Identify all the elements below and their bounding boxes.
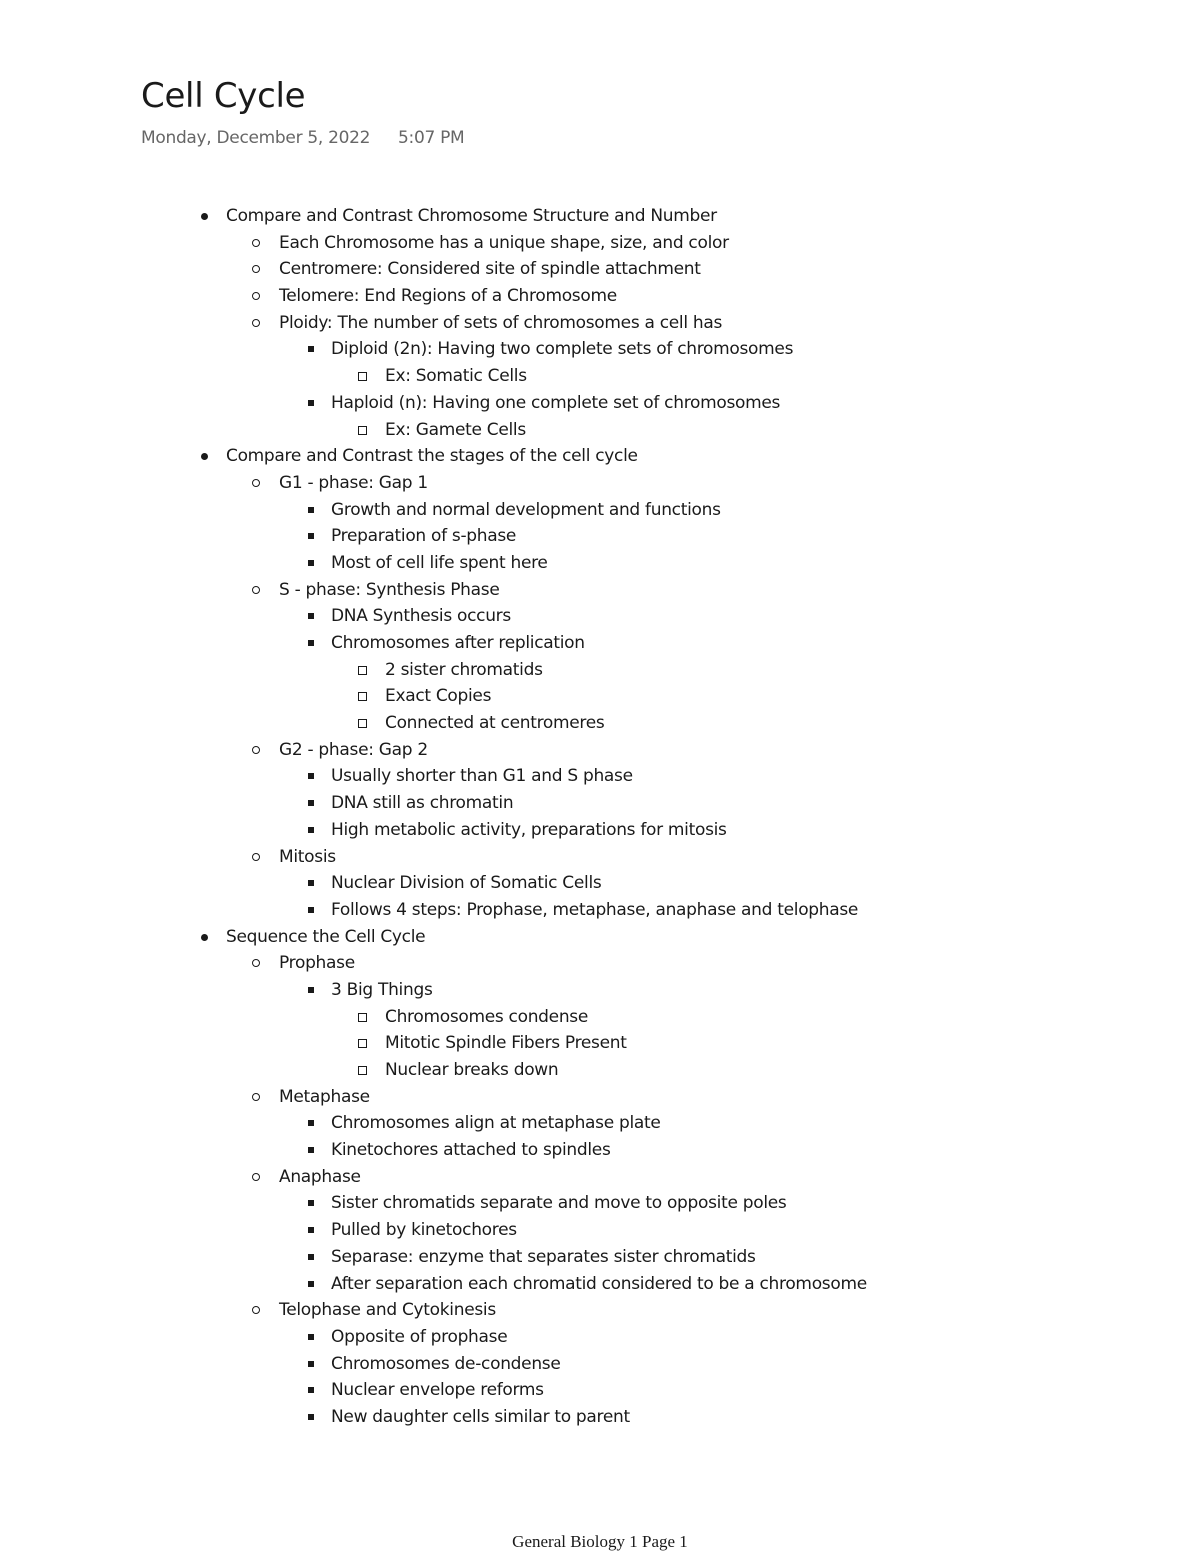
hollow-square-bullet-icon xyxy=(358,1039,367,1048)
outline-item-text: 2 sister chromatids xyxy=(385,659,543,680)
outline-item-text: High metabolic activity, preparations for mitosis xyxy=(331,819,727,840)
hollow-circle-bullet-icon xyxy=(252,746,260,754)
outline-item-level-2 xyxy=(0,737,1200,764)
outline-item-text: Ex: Gamete Cells xyxy=(385,419,526,440)
outline-item-text: Nuclear breaks down xyxy=(385,1060,559,1080)
filled-square-bullet-icon xyxy=(308,827,314,833)
outline-item-level-3 xyxy=(0,603,1200,630)
filled-square-bullet-icon xyxy=(308,880,314,886)
filled-square-bullet-icon xyxy=(308,640,314,646)
outline-item-level-3 xyxy=(0,630,1200,657)
outline-item-level-4 xyxy=(0,363,1200,390)
outline-item-level-3 xyxy=(0,1351,1200,1378)
page-date: Monday, December 5, 2022 xyxy=(141,128,371,148)
outline-item-level-4 xyxy=(0,1030,1200,1057)
filled-square-bullet-icon xyxy=(308,1227,314,1233)
outline-item-level-3 xyxy=(0,390,1200,417)
outline-item-text: Exact Copies xyxy=(385,686,492,707)
outline-item-text: Sister chromatids separate and move to opposite poles xyxy=(331,1193,787,1214)
outline-item-text: S - phase: Synthesis Phase xyxy=(279,579,500,600)
filled-square-bullet-icon xyxy=(308,773,314,779)
outline-item-text: Haploid (n): Having one complete set of chromosomes xyxy=(331,392,781,413)
outline-item-text: Diploid (2n): Having two complete sets of chromosomes xyxy=(331,339,794,360)
outline-item-level-3 xyxy=(0,1190,1200,1217)
outline-item-text: Usually shorter than G1 and S phase xyxy=(331,766,633,787)
hollow-square-bullet-icon xyxy=(358,719,367,728)
hollow-circle-bullet-icon xyxy=(252,1306,260,1314)
hollow-square-bullet-icon xyxy=(358,372,367,381)
outline-item-level-2 xyxy=(0,283,1200,310)
hollow-circle-bullet-icon xyxy=(252,1173,260,1181)
hollow-circle-bullet-icon xyxy=(252,479,260,487)
hollow-circle-bullet-icon xyxy=(252,265,260,273)
hollow-square-bullet-icon xyxy=(358,1066,367,1075)
outline-item-text: Pulled by kinetochores xyxy=(331,1220,517,1241)
outline-item-text: Mitotic Spindle Fibers Present xyxy=(385,1033,627,1054)
outline-item-text: 3 Big Things xyxy=(331,979,433,1000)
outline-item-text: Metaphase xyxy=(279,1086,370,1107)
outline-item-level-1 xyxy=(0,443,1200,470)
hollow-circle-bullet-icon xyxy=(252,853,260,861)
outline-item-level-3 xyxy=(0,1110,1200,1137)
outline-item-level-3 xyxy=(0,523,1200,550)
outline-item-level-1 xyxy=(0,924,1200,951)
filled-square-bullet-icon xyxy=(308,560,314,566)
filled-square-bullet-icon xyxy=(308,613,314,619)
outline-item-text: After separation each chromatid considered to be a chromosome xyxy=(331,1273,867,1294)
outline-item-level-3 xyxy=(0,1244,1200,1271)
outline-item-text: Chromosomes align at metaphase plate xyxy=(331,1113,661,1134)
hollow-square-bullet-icon xyxy=(358,666,367,675)
filled-square-bullet-icon xyxy=(308,400,314,406)
filled-square-bullet-icon xyxy=(308,1334,314,1340)
outline-item-level-2 xyxy=(0,310,1200,337)
hollow-circle-bullet-icon xyxy=(252,586,260,594)
hollow-circle-bullet-icon xyxy=(252,319,260,327)
outline-item-level-3 xyxy=(0,763,1200,790)
outline-item-level-2 xyxy=(0,256,1200,283)
outline-item-text: Chromosomes de-condense xyxy=(331,1353,561,1374)
filled-square-bullet-icon xyxy=(308,1414,314,1420)
outline-item-level-4 xyxy=(0,417,1200,444)
outline-item-level-2 xyxy=(0,1084,1200,1111)
outline-item-level-3 xyxy=(0,1324,1200,1351)
outline-item-level-3 xyxy=(0,336,1200,363)
hollow-circle-bullet-icon xyxy=(252,292,260,300)
hollow-circle-bullet-icon xyxy=(252,959,260,967)
outline-item-level-3 xyxy=(0,817,1200,844)
outline-item-level-3 xyxy=(0,1404,1200,1431)
page-footer: General Biology 1 Page 1 xyxy=(512,1532,688,1551)
filled-square-bullet-icon xyxy=(308,346,314,352)
filled-square-bullet-icon xyxy=(308,1361,314,1367)
outline-item-level-3 xyxy=(0,497,1200,524)
outline-item-text: Growth and normal development and functions xyxy=(331,499,721,520)
outline-item-text: Nuclear envelope reforms xyxy=(331,1380,544,1401)
outline-item-level-2 xyxy=(0,1297,1200,1324)
outline-item-text: Opposite of prophase xyxy=(331,1326,508,1347)
filled-square-bullet-icon xyxy=(308,1387,314,1393)
outline-item-text: G2 - phase: Gap 2 xyxy=(279,739,428,760)
outline-item-level-3 xyxy=(0,1377,1200,1404)
filled-square-bullet-icon xyxy=(308,1147,314,1153)
outline-item-level-3 xyxy=(0,790,1200,817)
outline-item-level-3 xyxy=(0,977,1200,1004)
filled-circle-bullet-icon xyxy=(201,453,208,460)
outline-item-level-3 xyxy=(0,1137,1200,1164)
outline-item-text: Telomere: End Regions of a Chromosome xyxy=(279,286,617,307)
outline-item-text: DNA still as chromatin xyxy=(331,793,514,814)
outline-item-text: Anaphase xyxy=(279,1166,361,1187)
outline-item-text: Connected at centromeres xyxy=(385,713,605,734)
outline-item-text: Ex: Somatic Cells xyxy=(385,366,527,387)
page-time: 5:07 PM xyxy=(398,128,465,148)
outline-item-text: Compare and Contrast the stages of the cell cycle xyxy=(226,446,638,467)
outline-item-level-1 xyxy=(0,203,1200,230)
outline-item-level-2 xyxy=(0,577,1200,604)
outline-item-text: Each Chromosome has a unique shape, size, and color xyxy=(279,232,729,253)
outline-item-text: Sequence the Cell Cycle xyxy=(226,926,426,947)
outline-item-text: Preparation of s-phase xyxy=(331,526,517,547)
hollow-square-bullet-icon xyxy=(358,426,367,435)
outline-list xyxy=(0,203,1200,1431)
filled-square-bullet-icon xyxy=(308,1254,314,1260)
outline-item-level-3 xyxy=(0,870,1200,897)
outline-item-level-2 xyxy=(0,470,1200,497)
outline-item-level-2 xyxy=(0,1164,1200,1191)
outline-item-level-3 xyxy=(0,1217,1200,1244)
outline-item-text: New daughter cells similar to parent xyxy=(331,1406,630,1427)
outline-item-text: Prophase xyxy=(279,953,355,974)
filled-square-bullet-icon xyxy=(308,987,314,993)
hollow-circle-bullet-icon xyxy=(252,239,260,247)
filled-square-bullet-icon xyxy=(308,533,314,539)
outline-item-text: Separase: enzyme that separates sister chromatids xyxy=(331,1246,756,1267)
outline-item-level-4 xyxy=(0,657,1200,684)
outline-item-level-3 xyxy=(0,550,1200,577)
outline-item-text: Chromosomes condense xyxy=(385,1006,589,1027)
outline-item-level-4 xyxy=(0,683,1200,710)
hollow-square-bullet-icon xyxy=(358,1013,367,1022)
outline-item-text: Chromosomes after replication xyxy=(331,633,585,653)
outline-item-text: G1 - phase: Gap 1 xyxy=(279,472,428,493)
filled-square-bullet-icon xyxy=(308,1200,314,1206)
filled-square-bullet-icon xyxy=(308,507,314,513)
filled-square-bullet-icon xyxy=(308,800,314,806)
outline-item-level-3 xyxy=(0,1271,1200,1298)
filled-circle-bullet-icon xyxy=(201,213,208,220)
filled-square-bullet-icon xyxy=(308,1120,314,1126)
filled-square-bullet-icon xyxy=(308,907,314,913)
outline-item-level-3 xyxy=(0,897,1200,924)
outline-item-text: Compare and Contrast Chromosome Structure and Number xyxy=(226,206,717,226)
outline-item-level-2 xyxy=(0,950,1200,977)
outline-item-text: Follows 4 steps: Prophase, metaphase, anaphase and telophase xyxy=(331,899,859,920)
outline-item-text: Telophase and Cytokinesis xyxy=(279,1300,496,1321)
outline-item-text: DNA Synthesis occurs xyxy=(331,606,511,627)
filled-square-bullet-icon xyxy=(308,1281,314,1287)
filled-circle-bullet-icon xyxy=(201,934,208,941)
outline-item-level-2 xyxy=(0,844,1200,871)
outline-item-level-4 xyxy=(0,1057,1200,1084)
page-title: Cell Cycle xyxy=(141,76,306,116)
hollow-square-bullet-icon xyxy=(358,692,367,701)
outline-item-text: Centromere: Considered site of spindle attachment xyxy=(279,259,701,280)
outline-item-text: Mitosis xyxy=(279,846,336,867)
outline-item-text: Most of cell life spent here xyxy=(331,552,548,573)
outline-item-level-4 xyxy=(0,1004,1200,1031)
outline-item-text: Kinetochores attached to spindles xyxy=(331,1140,611,1161)
outline-item-level-2 xyxy=(0,230,1200,257)
outline-item-level-4 xyxy=(0,710,1200,737)
hollow-circle-bullet-icon xyxy=(252,1093,260,1101)
outline-item-text: Ploidy: The number of sets of chromosomes a cell has xyxy=(279,312,723,333)
outline-item-text: Nuclear Division of Somatic Cells xyxy=(331,873,602,894)
